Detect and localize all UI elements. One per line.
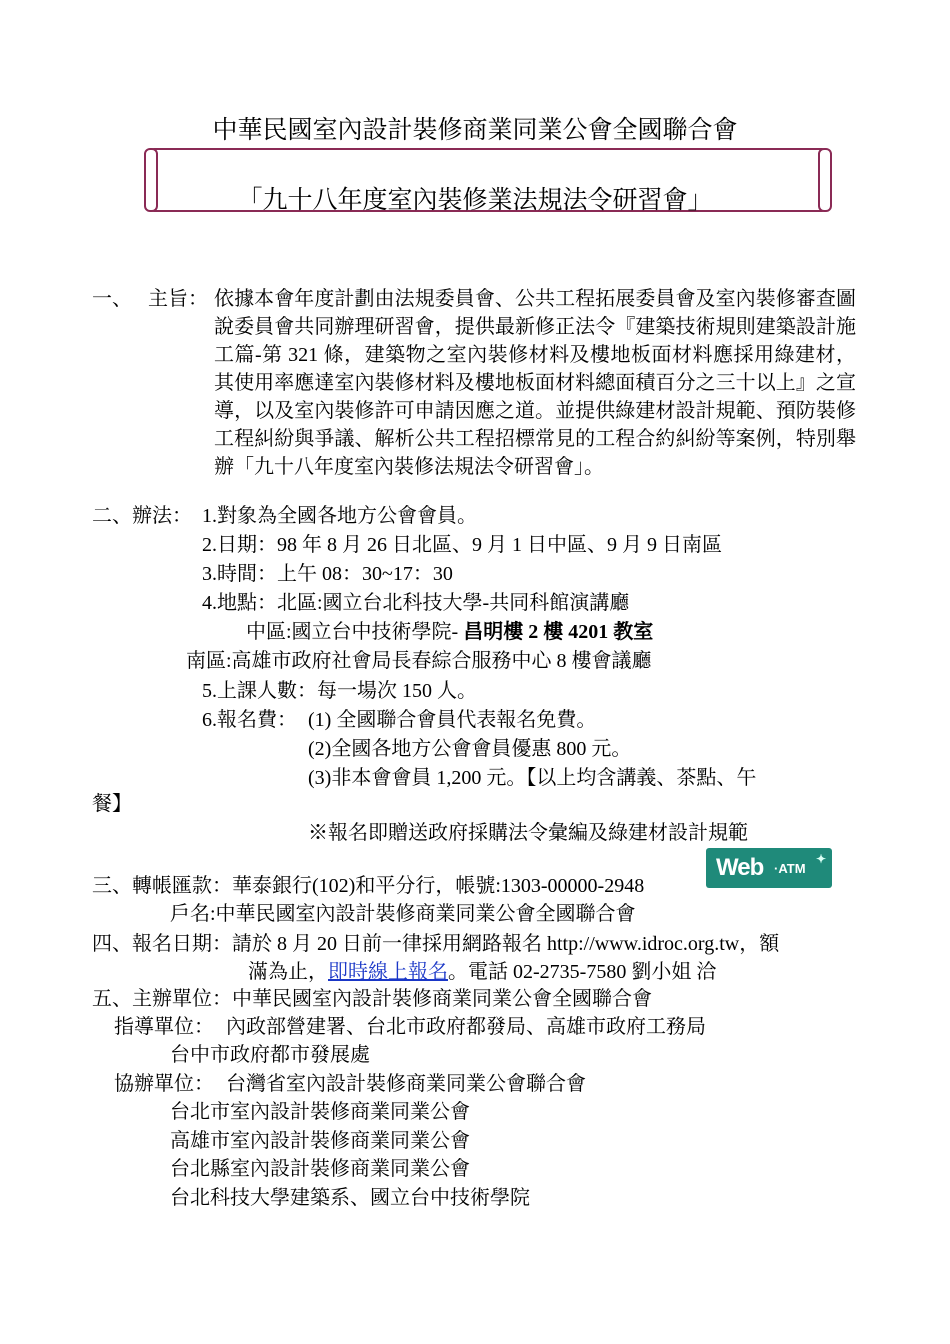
method-date: 2.日期：98 年 8 月 26 日北區、9 月 1 日中區、9 月 9 日南區 [202,534,722,556]
section1-body: 依據本會年度計劃由法規委員會、公共工程拓展委員會及室內裝修審查圖說委員會共同辦理研習會，提供最新修正法令『建築技術規則建築設計施工篇-第 321 條，建築物之室內裝修材料及樓地板面材料應採用綠建材，其使用率應達室內裝修材料及樓地板面材料總面積百分之三十以上』之宣導，以及室內裝修許可申請因應之道。並提供綠建材設計規範、預防裝修工程糾紛與爭議、解析公共工程招標常見的工程合約糾紛等案例，特別舉辦「九十八年度室內裝修法規法令研習會」。 [214,288,856,478]
registration-contact: 。電話 02-2735-7580 劉小姐 洽 [448,961,717,983]
co-organizer-label: 協辦單位： [114,1073,214,1095]
online-registration-link[interactable]: 即時線上報名 [328,961,448,983]
guide-label: 指導單位： [114,1016,214,1038]
section1-key: 主旨： [148,288,208,310]
co-organizer-5: 台北科技大學建築系、國立台中技術學院 [170,1187,530,1209]
bank-transfer-line: 三、轉帳匯款：華泰銀行(102)和平分行，帳號:1303-00000-2948 [92,875,645,897]
guide-unit-1: 內政部營建署、台北市政府都發局、高雄市政府工務局 [226,1016,706,1038]
co-organizer-2: 台北市室內設計裝修商業同業公會 [170,1101,470,1123]
account-name: 戶名:中華民國室內設計裝修商業同業公會全國聯合會 [170,903,636,925]
org-title: 中華民國室內設計裝修商業同業公會全國聯合會 [212,117,738,144]
venue-central-text: 中區:國立台中技術學院- [246,621,459,643]
method-venue-central [246,618,653,646]
host-unit: 五、主辦單位：中華民國室內設計裝修商業同業公會全國聯合會 [92,988,652,1010]
co-organizer-3: 高雄市室內設計裝修商業同業公會 [170,1130,470,1152]
guide-unit-2: 台中市政府都市發展處 [170,1044,370,1066]
webatm-tag: ·ATM [774,861,806,876]
gift-note: ※報名即贈送政府採購法令彙編及綠建材設計規範 [308,822,748,844]
registration-prefix: 滿為止， [248,961,328,983]
co-organizer-4: 台北縣室內設計裝修商業同業公會 [170,1158,470,1180]
webatm-word: Web [716,854,764,881]
event-title: 「九十八年度室內裝修業法規法令研習會」 [237,187,713,214]
method-time: 3.時間：上午 08：30~17：30 [202,563,453,585]
section2-label: 二、辦法： [92,505,192,527]
method-venue-north: 4.地點：北區:國立台北科技大學-共同科館演講廳 [202,592,630,614]
fee-item-3-wrap: 餐】 [92,793,132,815]
registration-line2 [248,958,716,986]
method-venue-south: 南區:高雄市政府社會局長春綜合服務中心 8 樓會議廳 [186,650,652,672]
webatm-sparkle-icon: ✦ [815,852,826,866]
venue-central-room: 昌明樓 2 樓 4201 教室 [463,621,654,643]
method-audience: 1.對象為全國各地方公會會員。 [202,505,477,527]
section1-number: 一、 [92,288,132,310]
method-capacity: 5.上課人數：每一場次 150 人。 [202,680,477,702]
fee-item-1: (1) 全國聯合會員代表報名免費。 [308,709,597,731]
fee-item-3: (3)非本會會員 1,200 元。【以上均含講義、茶點、午 [308,767,757,789]
fee-item-2: (2)全國各地方公會會員優惠 800 元。 [308,738,632,760]
registration-date: 四、報名日期：請於 8 月 20 日前一律採用網路報名 http://www.idroc.org.tw，額 [92,933,780,955]
method-fee-label: 6.報名費： [202,709,297,731]
co-organizer-1: 台灣省室內設計裝修商業同業公會聯合會 [226,1073,586,1095]
webatm-button[interactable] [706,848,832,888]
